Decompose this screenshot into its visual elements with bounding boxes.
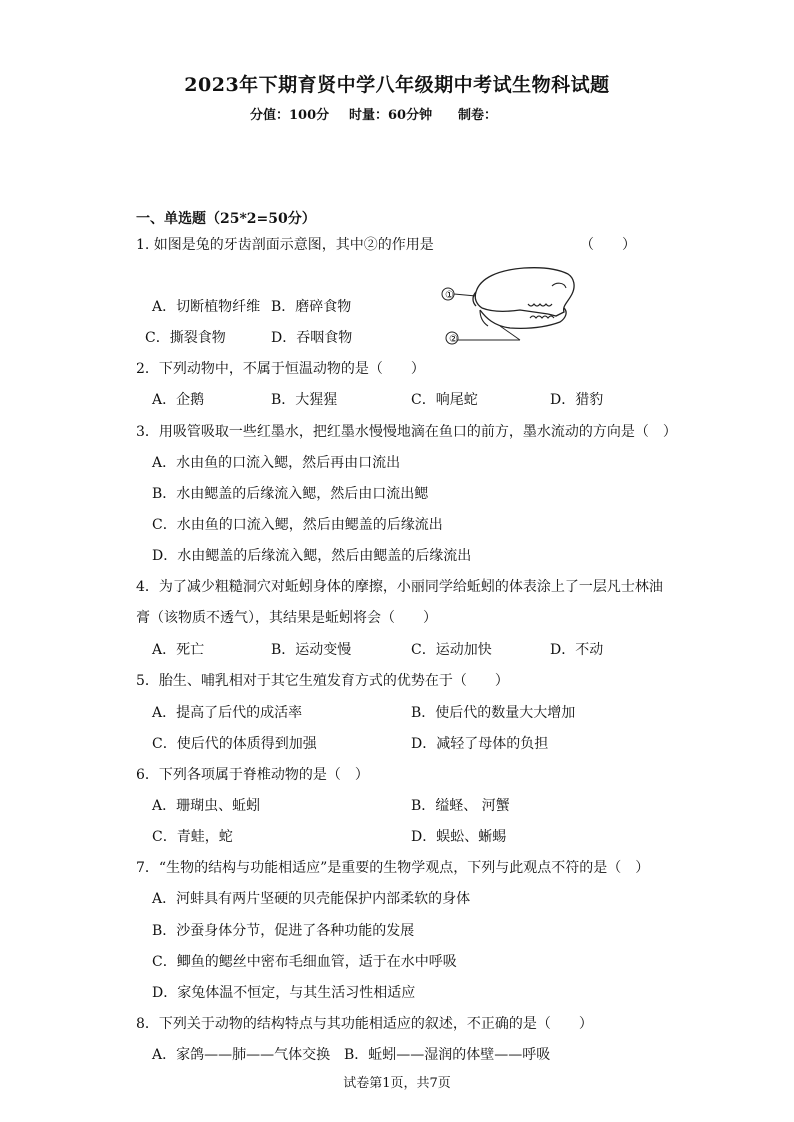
question-1-option-c: C．撕裂食物 (145, 330, 226, 346)
question-4-option-d: D．不动 (550, 642, 604, 658)
question-4-option-c: C．运动加快 (411, 642, 492, 658)
question-5-option-d: D．减轻了母体的负担 (411, 736, 549, 752)
author-label: 制卷： (458, 108, 498, 123)
question-4-stem: 4．为了减少粗糙洞穴对蚯蚓身体的摩擦，小丽同学给蚯蚓的体表涂上了一层凡士林油 (136, 579, 663, 595)
page-number: 试卷第1页，共7页 (343, 1076, 451, 1091)
question-2-option-a: A．企鹅 (152, 392, 205, 408)
question-1-stem: 1. 如图是兔的牙齿剖面示意图，其中②的作用是 (136, 237, 434, 253)
figure-label-2: ② (449, 334, 458, 345)
question-8-option-a: A．家鸽——肺——气体交换 (152, 1047, 331, 1063)
question-7-option-c: C．鲫鱼的鳃丝中密布毛细血管，适于在水中呼吸 (152, 954, 457, 970)
question-7-stem: 7．“生物的结构与功能相适应”是重要的生物学观点，下列与此观点不符的是（ ） (136, 860, 650, 876)
question-3-option-c: C．水由鱼的口流入鳃，然后由鳃盖的后缘流出 (152, 517, 443, 533)
question-6-option-d: D．蜈蚣、蜥蜴 (411, 829, 507, 845)
question-6-option-b: B．缢蛏、 河蟹 (411, 798, 510, 814)
rabbit-tooth-diagram (436, 256, 586, 348)
question-1-option-d: D．吞咽食物 (271, 330, 353, 346)
question-2-option-c: C．响尾蛇 (411, 392, 478, 408)
question-8-stem: 8．下列关于动物的结构特点与其功能相适应的叙述，不正确的是（ ） (136, 1016, 593, 1032)
time-label: 时量：60分钟 (349, 108, 433, 123)
question-1-answer-paren: （ ） (580, 237, 636, 253)
score-label: 分值：100分 (250, 108, 330, 123)
section-heading: 一、单选题（25*2=50分） (136, 211, 316, 227)
question-7-option-b: B．沙蚕身体分节，促进了各种功能的发展 (152, 923, 415, 939)
question-4-stem-line2: 膏（该物质不透气），其结果是蚯蚓将会（ ） (136, 610, 437, 626)
page-title: 2023年下期育贤中学八年级期中考试生物科试题 (184, 74, 610, 96)
question-1-option-b: B．磨碎食物 (271, 299, 352, 315)
question-3-option-a: A．水由鱼的口流入鳃，然后再由口流出 (152, 455, 401, 471)
question-3-option-b: B．水由鳃盖的后缘流入鳃，然后由口流出鳃 (152, 486, 429, 502)
question-3-stem: 3．用吸管吸取一些红墨水，把红墨水慢慢地滴在鱼口的前方，墨水流动的方向是（ ） (136, 424, 677, 440)
question-5-stem: 5．胎生、哺乳相对于其它生殖发育方式的优势在于（ ） (136, 673, 509, 689)
question-2-option-d: D．猎豹 (550, 392, 604, 408)
question-5-option-c: C．使后代的体质得到加强 (152, 736, 317, 752)
question-1-option-a: A．切断植物纤维 (152, 299, 261, 315)
question-5-option-a: A．提高了后代的成活率 (152, 705, 303, 721)
question-7-option-a: A．河蚌具有两片坚硬的贝壳能保护内部柔软的身体 (152, 891, 471, 907)
question-2-option-b: B．大猩猩 (271, 392, 338, 408)
question-3-option-d: D．水由鳃盖的后缘流入鳃，然后由鳃盖的后缘流出 (152, 548, 472, 564)
question-8-option-b: B．蚯蚓——湿润的体壁——呼吸 (344, 1047, 551, 1063)
question-6-option-a: A．珊瑚虫、蚯蚓 (152, 798, 261, 814)
question-6-stem: 6．下列各项属于脊椎动物的是（ ） (136, 767, 369, 783)
figure-label-1: ① (445, 290, 454, 301)
question-4-option-b: B．运动变慢 (271, 642, 352, 658)
question-7-option-d: D．家兔体温不恒定，与其生活习性相适应 (152, 985, 416, 1001)
question-4-option-a: A．死亡 (152, 642, 205, 658)
question-6-option-c: C．青蛙，蛇 (152, 829, 233, 845)
question-5-option-b: B．使后代的数量大大增加 (411, 705, 576, 721)
question-2-stem: 2．下列动物中，不属于恒温动物的是（ ） (136, 361, 425, 377)
